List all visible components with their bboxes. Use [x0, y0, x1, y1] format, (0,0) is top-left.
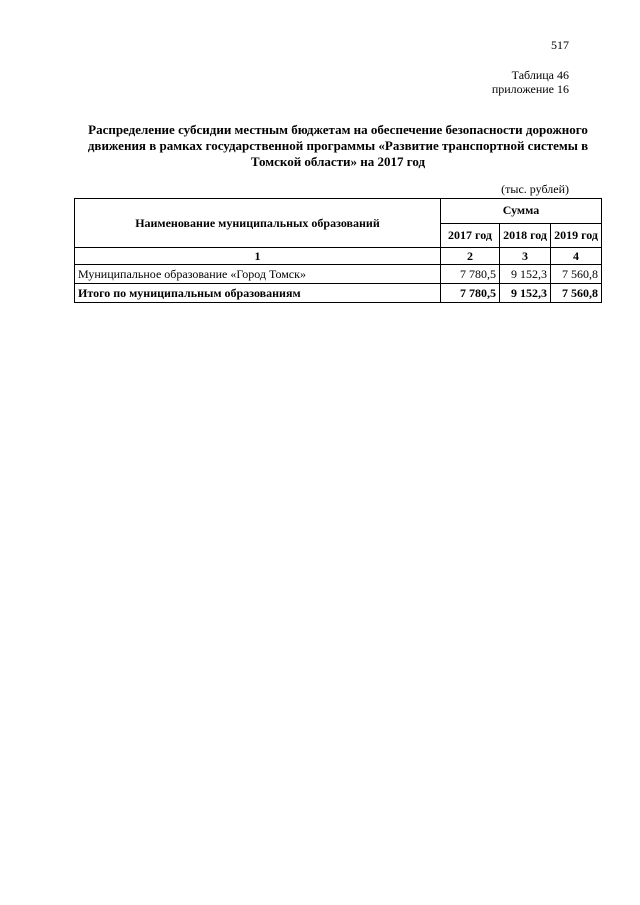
document-title: Распределение субсидии местным бюджетам на обеспечение безопасности дорожного движения в рамках государственной программы «Развитие транспортной системы в Томской области» на 2017 год	[87, 122, 589, 169]
value-2019: 7 560,8	[551, 265, 602, 284]
page-number: 517	[551, 38, 569, 52]
total-2019: 7 560,8	[551, 284, 602, 303]
column-number-row	[75, 248, 602, 265]
header-year-2018: 2018 год	[500, 223, 551, 248]
column-number: 4	[551, 248, 602, 265]
table-reference	[492, 68, 569, 96]
appendix-label: приложение 16	[491, 82, 569, 96]
header-year-2017: 2017 год	[440, 223, 499, 248]
header-municipality-name: Наименование муниципальных образований	[75, 199, 441, 248]
value-2018: 9 152,3	[500, 265, 551, 284]
total-row	[75, 284, 602, 303]
column-number: 2	[440, 248, 499, 265]
column-number: 1	[75, 248, 441, 265]
table-label: Таблица 46	[511, 68, 569, 82]
column-number: 3	[500, 248, 551, 265]
total-2018: 9 152,3	[500, 284, 551, 303]
municipality-name: Муниципальное образование «Город Томск»	[75, 265, 441, 284]
total-2017: 7 780,5	[440, 284, 499, 303]
unit-note: (тыс. рублей)	[501, 182, 569, 196]
total-label: Итого по муниципальным образованиям	[75, 284, 441, 303]
table-header-row	[75, 199, 602, 224]
value-2017: 7 780,5	[440, 265, 499, 284]
header-year-2019: 2019 год	[551, 223, 602, 248]
table-row	[75, 265, 602, 284]
subsidy-table	[74, 198, 602, 303]
header-sum: Сумма	[440, 199, 601, 224]
